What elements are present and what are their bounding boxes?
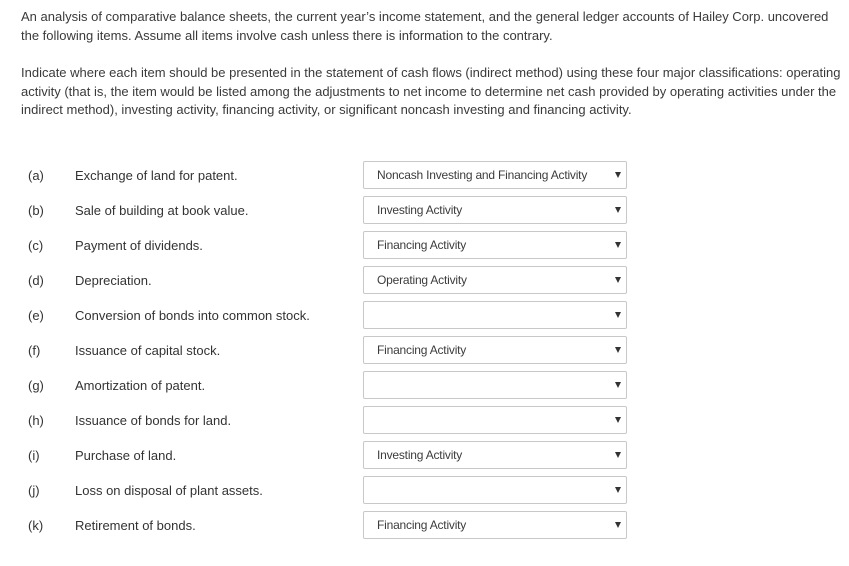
item-row-c [0,231,849,261]
dropdown-arrow-icon [615,347,621,353]
item-row-a [0,161,849,191]
dropdown-selected-value: Investing Activity [377,448,463,462]
classification-dropdown-h[interactable] [363,406,627,434]
item-description: Loss on disposal of plant assets. [75,483,263,498]
item-letter: (k) [28,518,44,533]
item-letter: (c) [28,238,44,253]
item-description: Issuance of capital stock. [75,343,221,358]
item-letter: (a) [28,168,44,183]
dropdown-selected-value: Operating Activity [377,273,467,287]
item-description: Depreciation. [75,273,152,288]
item-description: Exchange of land for patent. [75,168,238,183]
item-row-f [0,336,849,366]
dropdown-arrow-icon [615,452,621,458]
item-row-j [0,476,849,506]
item-description: Conversion of bonds into common stock. [75,308,310,323]
item-row-d [0,266,849,296]
classification-dropdown-f[interactable] [363,336,627,364]
item-letter: (i) [28,448,40,463]
item-description: Purchase of land. [75,448,177,463]
dropdown-arrow-icon [615,522,621,528]
dropdown-arrow-icon [615,382,621,388]
intro-paragraph-1: An analysis of comparative balance sheets, the current year’s income statement, and the general ledger accounts of Hailey Corp. uncovered the following items. Assume all items involve cash unless there is information to the contrary. [21,9,829,43]
item-letter: (f) [28,343,41,358]
dropdown-arrow-icon [615,207,621,213]
item-description: Retirement of bonds. [75,518,196,533]
item-row-h [0,406,849,436]
dropdown-selected-value: Investing Activity [377,203,463,217]
dropdown-arrow-icon [615,242,621,248]
item-letter: (j) [28,483,40,498]
item-row-b [0,196,849,226]
item-row-i [0,441,849,471]
dropdown-selected-value: Financing Activity [377,518,467,532]
classification-dropdown-e[interactable] [363,301,627,329]
classification-dropdown-j[interactable] [363,476,627,504]
dropdown-selected-value: Financing Activity [377,238,467,252]
dropdown-selected-value: Noncash Investing and Financing Activity [377,168,588,182]
item-description: Payment of dividends. [75,238,203,253]
item-description: Amortization of patent. [75,378,206,393]
dropdown-arrow-icon [615,312,621,318]
classification-dropdown-c[interactable] [363,231,627,259]
classification-dropdown-a[interactable] [363,161,627,189]
classification-dropdown-i[interactable] [363,441,627,469]
intro-paragraph-2: Indicate where each item should be presented in the statement of cash flows (indirect method) using these four major classifications: operating activity (that is, the item would be listed among the adjustments to net income to determine net cash provided by operating activities under the indirect method), investing activity, financing activity, or significant noncash investing and financing activity. [21,65,841,117]
item-row-e [0,301,849,331]
dropdown-selected-value: Financing Activity [377,343,467,357]
item-letter: (b) [28,203,44,218]
classification-dropdown-k[interactable] [363,511,627,539]
dropdown-arrow-icon [615,417,621,423]
item-letter: (h) [28,413,44,428]
dropdown-arrow-icon [615,487,621,493]
item-letter: (d) [28,273,44,288]
item-row-k [0,511,849,541]
item-row-g [0,371,849,401]
item-description: Sale of building at book value. [75,203,249,218]
classification-dropdown-g[interactable] [363,371,627,399]
item-description: Issuance of bonds for land. [75,413,232,428]
item-letter: (g) [28,378,44,393]
item-letter: (e) [28,308,44,323]
instructions [21,8,843,120]
classification-dropdown-b[interactable] [363,196,627,224]
dropdown-arrow-icon [615,172,621,178]
dropdown-arrow-icon [615,277,621,283]
classification-dropdown-d[interactable] [363,266,627,294]
